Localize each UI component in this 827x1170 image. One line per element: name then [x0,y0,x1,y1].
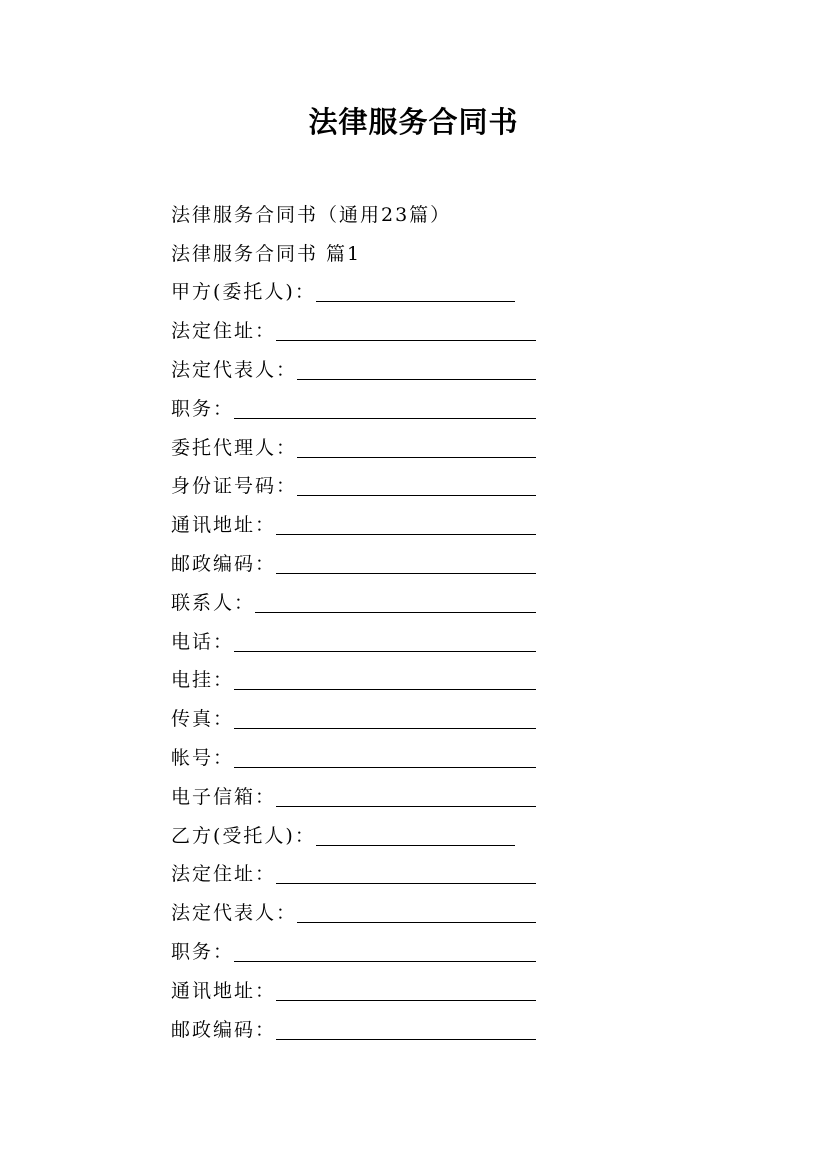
form-field-row [171,890,591,929]
field-label: 甲方(委托人)： [171,281,316,304]
form-field-row [171,852,591,891]
field-label: 通讯地址： [171,514,277,537]
field-label: 委托代理人： [171,436,298,459]
form-field-row [171,735,591,774]
heading-line [171,192,591,231]
fill-in-blank[interactable] [276,1017,536,1040]
field-label: 乙方(受托人)： [171,824,316,847]
fill-in-blank[interactable] [297,473,536,496]
field-label: 电子信箱： [171,785,277,808]
field-label: 通讯地址： [171,979,277,1002]
fill-in-blank[interactable] [276,861,536,884]
fill-in-blank[interactable] [297,900,536,923]
form-lines [171,192,591,1046]
form-field-row [171,347,591,386]
field-label: 电话： [171,630,235,653]
form-field-row [171,929,591,968]
fill-in-blank[interactable] [297,435,536,458]
form-field-row [171,968,591,1007]
field-label: 邮政编码： [171,1018,277,1041]
field-label: 联系人： [171,591,256,614]
field-label: 身份证号码： [171,475,298,498]
fill-in-blank[interactable] [276,978,536,1001]
field-label: 邮政编码： [171,552,277,575]
form-field-row [171,425,591,464]
fill-in-blank[interactable] [316,823,515,846]
form-field-row [171,270,591,309]
fill-in-blank[interactable] [316,279,515,302]
form-field-row [171,386,591,425]
form-field-row [171,774,591,813]
fill-in-blank[interactable] [276,784,536,807]
form-field-row [171,502,591,541]
field-label: 法定代表人： [171,358,298,381]
fill-in-blank[interactable] [234,396,536,419]
form-field-row [171,1007,591,1046]
field-label: 职务： [171,940,235,963]
fill-in-blank[interactable] [234,629,536,652]
form-field-row [171,658,591,697]
form-field-row [171,619,591,658]
field-label: 传真： [171,708,235,731]
field-label: 电挂： [171,669,235,692]
field-label: 法定住址： [171,320,277,343]
fill-in-blank[interactable] [234,745,536,768]
field-label: 法定代表人： [171,902,298,925]
fill-in-blank[interactable] [276,551,536,574]
field-label: 法定住址： [171,863,277,886]
heading-text: 法律服务合同书 篇1 [171,242,362,265]
form-field-row [171,308,591,347]
fill-in-blank[interactable] [276,318,536,341]
form-field-row [171,813,591,852]
fill-in-blank[interactable] [276,512,536,535]
fill-in-blank[interactable] [234,706,536,729]
form-field-row [171,464,591,503]
form-field-row [171,696,591,735]
fill-in-blank[interactable] [255,590,536,613]
form-field-row [171,580,591,619]
document-title: 法律服务合同书 [308,105,519,139]
heading-text: 法律服务合同书（通用23篇） [171,203,452,226]
heading-line [171,231,591,270]
form-field-row [171,541,591,580]
fill-in-blank[interactable] [297,357,536,380]
fill-in-blank[interactable] [234,939,536,962]
fill-in-blank[interactable] [234,667,536,690]
field-label: 帐号： [171,746,235,769]
field-label: 职务： [171,397,235,420]
